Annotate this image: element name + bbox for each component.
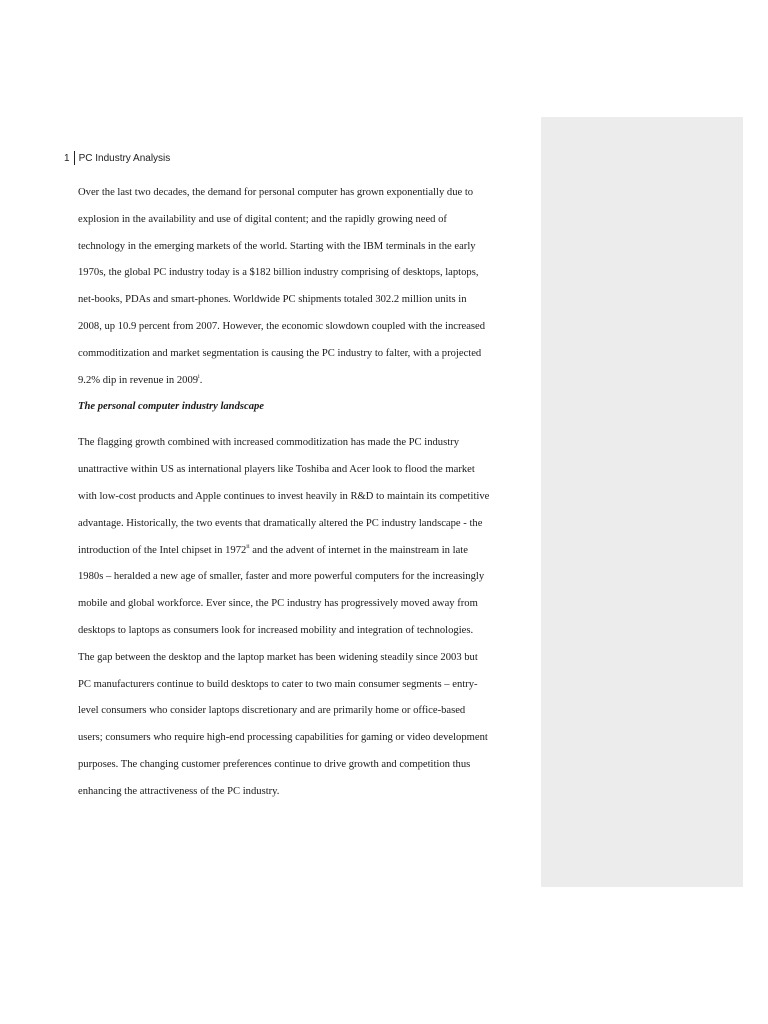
page-number: 1 (64, 152, 70, 164)
text-line: level consumers who consider laptops discretionary and are primarily home or office-based (78, 705, 466, 717)
section-heading: The personal computer industry landscape (78, 401, 264, 413)
comment-pane (541, 117, 743, 887)
document-body (78, 180, 533, 806)
text-line: enhancing the attractiveness of the PC industry. (78, 785, 280, 797)
text-line: 2008, up 10.9 percent from 2007. However, the economic slowdown coupled with the increased (78, 320, 486, 332)
text-line: explosion in the availability and use of digital content; and the rapidly growing need of (78, 213, 447, 225)
footnote-reference[interactable]: ii (246, 543, 250, 550)
intro-paragraph (78, 180, 533, 394)
text-line: 1970s, the global PC industry today is a $182 billion industry comprising of desktops, laptops, (78, 267, 479, 279)
text-line: The flagging growth combined with increased commoditization has made the PC industry (78, 437, 459, 449)
text-line: The gap between the desktop and the laptop market has been widening steadily since 2003 but (78, 651, 478, 663)
text-line: technology in the emerging markets of the world. Starting with the IBM terminals in the early (78, 240, 476, 252)
text-line: PC manufacturers continue to build desktops to cater to two main consumer segments – entry- (78, 678, 478, 690)
text-line: advantage. Historically, the two events that dramatically altered the PC industry landscape - the (78, 517, 483, 529)
header-separator (74, 151, 75, 165)
text-line: purposes. The changing customer preferences continue to drive growth and competition thus (78, 758, 471, 770)
page-header (64, 150, 170, 166)
text-line: net-books, PDAs and smart-phones. Worldwide PC shipments totaled 302.2 million units in (78, 294, 467, 306)
landscape-paragraph (78, 430, 533, 805)
text-line: mobile and global workforce. Ever since, the PC industry has progressively moved away from (78, 598, 478, 610)
text-line: unattractive within US as international players like Toshiba and Acer look to flood the market (78, 464, 475, 476)
text-line: with low-cost products and Apple continues to invest heavily in R&D to maintain its competitive (78, 490, 490, 502)
text-line: users; consumers who require high-end processing capabilities for gaming or video development (78, 732, 488, 744)
text-line: desktops to laptops as consumers look for increased mobility and integration of technologies. (78, 624, 474, 636)
text-line: Over the last two decades, the demand for personal computer has grown exponentially due to (78, 187, 474, 198)
text-line: introduction of the Intel chipset in 1972$^{ii}$ and the advent of internet in the mainstream in late (78, 543, 468, 556)
header-title: PC Industry Analysis (78, 152, 171, 164)
text-line: commoditization and market segmentation is causing the PC industry to falter, with a projected (78, 347, 482, 359)
text-line: 9.2% dip in revenue in 2009$^i$. (78, 373, 203, 386)
text-line: 1980s – heralded a new age of smaller, faster and more powerful computers for the increasingly (78, 571, 485, 583)
footnote-reference[interactable]: i (198, 373, 200, 380)
